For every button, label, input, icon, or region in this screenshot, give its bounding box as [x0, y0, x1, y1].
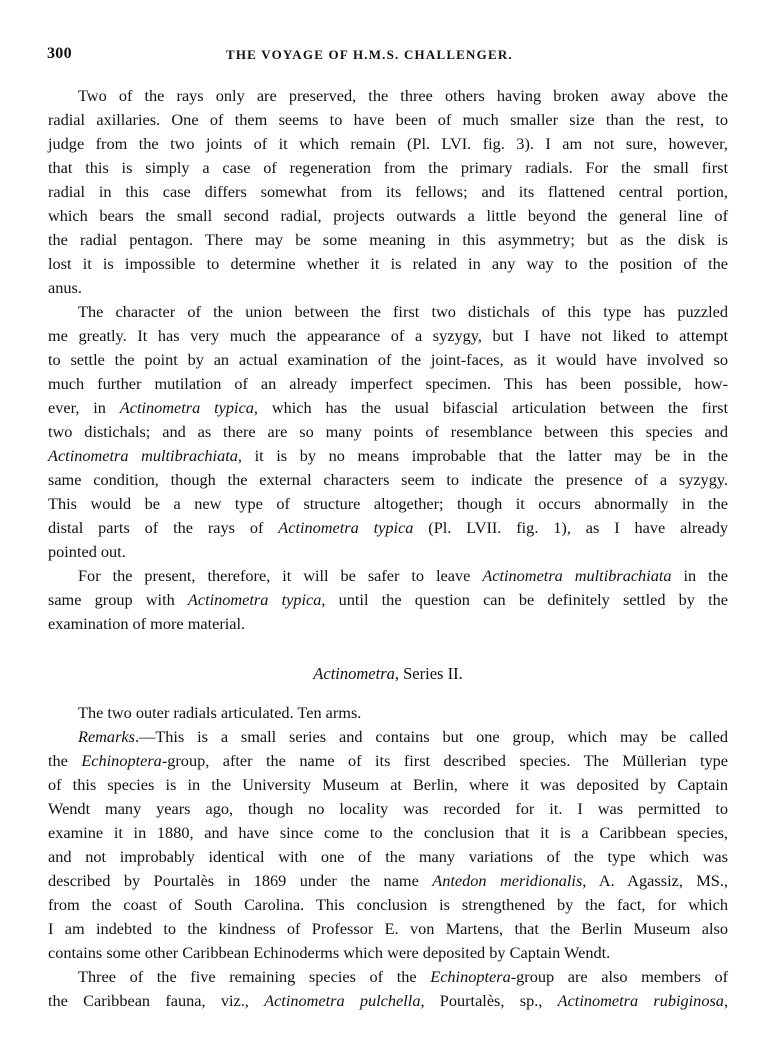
text-line: I am indebted to the kindness of Professor E. von Martens, that the Berlin Museum also [48, 919, 728, 938]
text-line: Remarks.—This is a small series and contains but one group, which may be called [78, 727, 728, 746]
text-line: described by Pourtalès in 1869 under the name Antedon meridionalis, A. Agassiz, MS., [48, 871, 729, 890]
species-name: Antedon meridionalis [432, 871, 583, 890]
text-line: contains some other Caribbean Echinoderms which were deposited by Captain Wendt. [48, 943, 611, 962]
text-line: This would be a new type of structure altogether; though it occurs abnormally in the [48, 494, 728, 513]
text-line: examine it in 1880, and have since come to the conclusion that it is a Caribbean species, [48, 823, 728, 842]
page-number: 300 [47, 45, 72, 62]
text-line: For the present, therefore, it will be safer to leave Actinometra multibrachiata in the [78, 566, 728, 585]
text-line: two distichals; and as there are so many points of resemblance between this species and [48, 422, 728, 441]
text-line: radial axillaries. One of them seems to have been of much smaller size than the rest, to [48, 110, 728, 129]
text-line: Three of the five remaining species of the Echinoptera-group are also members of [78, 967, 729, 986]
text-line: pointed out. [48, 542, 126, 561]
text-line: Wendt many years ago, though no locality was recorded for it. I was permitted to [48, 799, 728, 818]
text-line: ever, in Actinometra typica, which has the usual bifascial articulation between the first [48, 398, 728, 417]
species-name: Actinometra typica [119, 398, 254, 417]
species-name: Actinometra multibrachiata [48, 446, 238, 465]
text-line: that this is simply a case of regeneration from the primary radials. For the small first [48, 158, 728, 177]
remarks-label: Remarks [78, 727, 135, 746]
running-title: THE VOYAGE OF H.M.S. CHALLENGER. [226, 47, 513, 62]
text-line: to settle the point by an actual examination of the joint-faces, as it would have involved so [48, 350, 728, 369]
species-name: Actinometra pulchella [264, 991, 421, 1010]
text-line: the Caribbean fauna, viz., Actinometra pulchella, Pourtalès, sp., Actinometra rubiginosa, [48, 991, 729, 1010]
species-name: Actinometra typica [187, 590, 322, 609]
text-line: which bears the small second radial, projects outwards a little beyond the general line of [48, 206, 728, 225]
text-line: judge from the two joints of it which remain (Pl. LVI. fig. 3). I am not sure, however, [48, 134, 728, 153]
text-line: me greatly. It has very much the appearance of a syzygy, but I have not liked to attempt [48, 326, 728, 345]
text-line: distal parts of the rays of Actinometra typica (Pl. LVII. fig. 1), as I have already [48, 518, 729, 537]
text-line: examination of more material. [48, 614, 246, 633]
section-heading: Actinometra, Series II. [313, 664, 463, 683]
text-line: the Echinoptera-group, after the name of its first described species. The Müllerian type [48, 751, 729, 770]
text-line: The two outer radials articulated. Ten arms. [78, 703, 362, 722]
text-line: the radial pentagon. There may be some meaning in this asymmetry; but as the disk is [48, 230, 728, 249]
text-line: and not improbably identical with one of the many variations of the type which was [48, 847, 728, 866]
group-name: Echinoptera [81, 751, 162, 770]
group-name: Echinoptera [430, 967, 511, 986]
species-name: Actinometra typica [278, 518, 414, 537]
text-line: lost it is impossible to determine whether it is related in any way to the position of the [48, 254, 728, 273]
text-line: Actinometra multibrachiata, it is by no means improbable that the latter may be in the [48, 446, 728, 465]
text-line: of this species is in the University Museum at Berlin, where it was deposited by Captain [48, 775, 728, 794]
text-line: same group with Actinometra typica, until the question can be definitely settled by the [48, 590, 728, 609]
text-line: Two of the rays only are preserved, the three others having broken away above the [78, 86, 728, 105]
body-text [48, 84, 728, 1013]
text-line: anus. [48, 278, 82, 297]
text-line: from the coast of South Carolina. This conclusion is strengthened by the fact, for which [48, 895, 728, 914]
text-line: much further mutilation of an already imperfect specimen. This has been possible, how- [48, 374, 728, 393]
species-name: Actinometra multibrachiata [482, 566, 672, 585]
text-line: same condition, though the external characters seem to indicate the presence of a syzygy. [48, 470, 728, 489]
species-name: Actinometra rubiginosa [557, 991, 724, 1010]
text-line: The character of the union between the first two distichals of this type has puzzled [78, 302, 728, 321]
text-line: radial in this case differs somewhat from its fellows; and its flattened central portion, [48, 182, 728, 201]
